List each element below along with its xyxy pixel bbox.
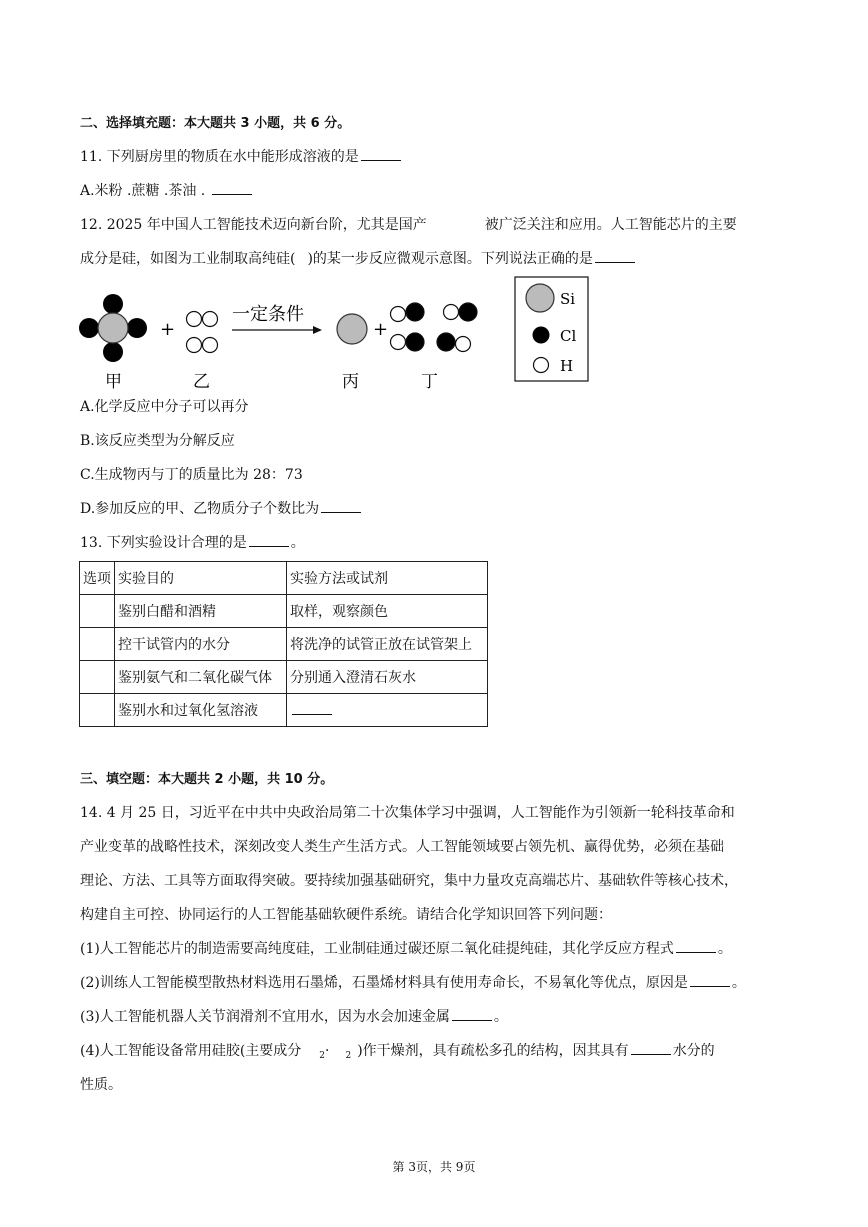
section-heading-2: 二、选择填充题：本大题共 3 小题，共 6 分。 [80, 116, 351, 131]
arrow-head-icon [313, 326, 322, 334]
q12-option-c: C.生成物丙与丁的质量比为 28：73 [80, 467, 303, 483]
table-cell [80, 694, 115, 727]
subscript: 2 [345, 1051, 352, 1061]
table-cell [80, 661, 115, 694]
answer-blank [249, 534, 289, 547]
answer-blank [212, 182, 252, 195]
q14-sub-2 [80, 974, 746, 992]
table-cell [80, 595, 115, 628]
label-ding: 丁 [421, 372, 438, 392]
q14-paragraph-line: 14. 4 月 25 日，习近平在中共中央政治局第二十次集体学习中强调，人工智能作为引领新一轮科技革命和 [80, 805, 735, 821]
label-yi: 乙 [193, 372, 210, 392]
q12-option-b: B.该反应类型为分解反应 [80, 433, 235, 449]
reaction-diagram [70, 272, 600, 397]
table-cell [80, 628, 115, 661]
plus-sign: + [373, 319, 389, 340]
table-cell: 分别通入澄清石灰水 [287, 661, 488, 694]
molecule-bing [337, 314, 367, 344]
label-jia: 甲 [105, 372, 122, 392]
table-header-row [80, 562, 488, 595]
q14-sub-4 [80, 1042, 715, 1065]
q12-text-a: 12. 2025 年中国人工智能技术迈向新台阶，尤其是国产 [80, 217, 427, 233]
q14-sub-2-end: 。 [731, 975, 746, 991]
q13-text: 13. 下列实验设计合理的是 [80, 535, 247, 551]
q12-option-d [80, 500, 363, 518]
legend-cl: Cl [560, 327, 577, 345]
answer-blank [676, 940, 716, 953]
q14-sub-4-text-b: )作干燥剂，具有疏松多孔的结构，因其具有 [357, 1043, 629, 1059]
q11-text: 11. 下列厨房里的物质在水中能形成溶液的是 [80, 149, 359, 165]
q14-sub-3-end: 。 [493, 1009, 508, 1025]
q12-text-b: 被广泛关注和应用。人工智能芯片的主要 [484, 217, 737, 233]
answer-blank [361, 148, 401, 161]
legend-si: Si [560, 290, 576, 308]
table-row [80, 628, 488, 661]
q14-paragraph-line: 构建自主可控、协同运行的人工智能基础软硬件系统。请结合化学知识回答下列问题： [80, 907, 612, 923]
experiment-table [79, 561, 488, 727]
q14-sub-1-end: 。 [717, 941, 732, 957]
answer-blank [452, 1008, 492, 1021]
table-cell: 控干试管内的水分 [115, 628, 287, 661]
arrow-label: 一定条件 [232, 304, 304, 325]
dot-separator: · [325, 1043, 330, 1059]
q12-text-d: )的某一步反应微观示意图。下列说法正确的是 [307, 251, 593, 267]
label-bing: 丙 [342, 372, 359, 392]
q14-sub-1 [80, 940, 732, 958]
table-cell: 鉴别白醋和酒精 [115, 595, 287, 628]
q14-sub-4-text-c: 水分的 [672, 1043, 715, 1059]
molecule-ding [391, 303, 478, 352]
q14-paragraph-line: 理论、方法、工具等方面取得突破。要持续加强基础研究，集中力量攻克高端芯片、基础软件等核心技术， [80, 873, 738, 889]
table-header-cell: 实验方法或试剂 [287, 562, 488, 595]
table-cell: 取样，观察颜色 [287, 595, 488, 628]
table-row [80, 661, 488, 694]
molecule-jia [79, 294, 147, 362]
answer-blank [690, 974, 730, 987]
question-12-stem-line1 [80, 216, 737, 234]
q14-paragraph-line: 产业变革的战略性技术，深刻改变人类生产生活方式。人工智能领域要占领先机、赢得优势，必须在基础 [80, 839, 724, 855]
q12-option-a: A.化学反应中分子可以再分 [80, 399, 249, 415]
answer-blank [595, 250, 635, 263]
table-cell: 鉴别水和过氧化氢溶液 [115, 694, 287, 727]
q14-sub-3 [80, 1008, 508, 1026]
question-13-stem [80, 534, 305, 552]
q14-sub-4-text-a: (4)人工智能设备常用硅胶(主要成分 [80, 1043, 302, 1059]
table-row [80, 694, 488, 727]
section-heading-3: 三、填空题：本大题共 2 小题，共 10 分。 [80, 772, 334, 787]
q14-sub-3-text: (3)人工智能机器人关节润滑剂不宜用水，因为水会加速金属 [80, 1009, 450, 1025]
answer-blank [321, 500, 361, 513]
answer-blank [631, 1042, 671, 1055]
q14-sub-4-continued: 性质。 [80, 1077, 122, 1093]
subscript: 2 [319, 1051, 326, 1061]
legend-box [515, 277, 588, 381]
table-cell: 鉴别氨气和二氧化碳气体 [115, 661, 287, 694]
table-header-cell: 实验目的 [115, 562, 287, 595]
question-11-options [80, 182, 254, 200]
q12-option-d-text: D.参加反应的甲、乙物质分子个数比为 [80, 501, 320, 517]
legend-h: H [560, 357, 574, 375]
question-12-stem-line2 [80, 250, 637, 268]
molecule-yi [187, 312, 218, 353]
q14-sub-2-text: (2)训练人工智能模型散热材料选用石墨烯，石墨烯材料具有使用寿命长，不易氧化等优点，原因是 [80, 975, 688, 991]
q11-options-text: A.米粉 .蔗糖 .茶油 . [80, 183, 206, 199]
table-cell [287, 694, 488, 727]
q13-end: 。 [290, 535, 305, 551]
question-11-stem [80, 148, 403, 166]
page-footer: 第 3页，共 9页 [392, 1160, 476, 1174]
plus-sign: + [160, 319, 176, 340]
table-header-cell: 选项 [80, 562, 115, 595]
answer-blank [292, 702, 332, 715]
q12-text-c: 成分是硅，如图为工业制取高纯硅( [80, 251, 296, 267]
q14-sub-1-text: (1)人工智能芯片的制造需要高纯度硅，工业制硅通过碳还原二氧化硅提纯硅，其化学反应方程式 [80, 941, 674, 957]
table-cell: 将洗净的试管正放在试管架上 [287, 628, 488, 661]
table-row [80, 595, 488, 628]
